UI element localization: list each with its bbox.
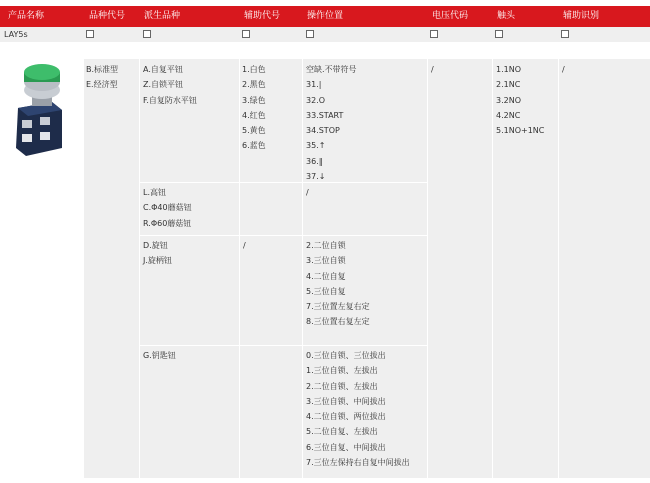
aux-id-value: /	[562, 65, 565, 74]
header-voltage-code: 电压代码	[432, 11, 469, 21]
operation-item: 3.三位自锁、中间拔出	[306, 396, 386, 406]
operation-item: 7.三位置左复右定	[306, 302, 370, 312]
operation-list-3	[306, 238, 370, 330]
header-variety-code: 品种代号	[89, 11, 126, 21]
operation-item: 5.二位自复、左拔出	[306, 427, 378, 437]
operation-item: 31.|	[306, 80, 322, 90]
voltage-checkbox[interactable]	[430, 30, 438, 38]
derived-list-2	[143, 185, 192, 231]
variety-code-list	[86, 62, 118, 93]
contacts-list	[496, 62, 544, 138]
variety-checkbox[interactable]	[86, 30, 94, 38]
variety-code-item: B.标准型	[86, 65, 119, 74]
aux-code-item: 6.蓝色	[242, 141, 266, 151]
operation-list-1	[306, 62, 357, 184]
derived-item: Z.自锁平钮	[143, 80, 184, 90]
operation-item: 6.三位自复、中间拔出	[306, 442, 386, 452]
contact-item: 3.2NO	[496, 95, 522, 105]
aux-code-item: 2.黑色	[242, 80, 266, 90]
operation-item: 2.二位自锁、左拔出	[306, 381, 378, 391]
model-row	[0, 27, 650, 42]
derived-item: L.高钮	[143, 188, 166, 197]
aux-code-item: 4.红色	[242, 110, 266, 120]
operation-item: 2.二位自锁	[306, 241, 346, 250]
operation-item: 37.↓	[306, 172, 326, 182]
operation-item: 36.‖	[306, 156, 323, 166]
operation-item: 4.二位自锁、两位拔出	[306, 412, 386, 422]
aux-code-checkbox[interactable]	[242, 30, 250, 38]
derived-item: C.Φ40蘑菇钮	[143, 203, 192, 213]
header-aux-identification: 辅助识别	[563, 11, 600, 21]
variety-code-item: E.经济型	[86, 80, 118, 90]
derived-item: F.自复防水平钮	[143, 95, 197, 105]
product-image	[8, 62, 68, 160]
aux-code-item: /	[243, 241, 246, 250]
contact-item: 5.1NO+1NC	[496, 126, 545, 136]
aux-code-list-1	[242, 62, 266, 154]
contact-item: 1.1NO	[496, 65, 522, 74]
aux-code-item: 5.黄色	[242, 126, 266, 136]
operation-item: 0.三位自锁、三位拔出	[306, 351, 386, 360]
operation-checkbox[interactable]	[306, 30, 314, 38]
header-derived-variety: 派生品种	[144, 11, 181, 21]
derived-item: J.旋柄钮	[143, 256, 172, 266]
aux-code-item: 3.绿色	[242, 95, 266, 105]
voltage-value: /	[431, 65, 434, 74]
model-name: LAY5s	[4, 30, 28, 39]
header-product-name: 产品名称	[8, 11, 45, 21]
contact-item: 4.2NC	[496, 110, 521, 120]
operation-item: 34.STOP	[306, 126, 340, 136]
header-contacts: 触头	[497, 11, 516, 21]
derived-checkbox[interactable]	[143, 30, 151, 38]
operation-item: 3.三位自锁	[306, 256, 346, 266]
operation-item: 7.三位左保持右自复中间拔出	[306, 458, 410, 468]
operation-item: 32.O	[306, 95, 326, 105]
operation-item: 4.二位自复	[306, 271, 346, 281]
operation-item: 5.三位自复	[306, 286, 346, 296]
derived-list-3	[143, 238, 172, 269]
header-aux-code: 辅助代号	[244, 11, 281, 21]
derived-item: A.自复平钮	[143, 65, 183, 74]
operation-item: 8.三位置右复左定	[306, 317, 370, 327]
operation-item: 空缺.不带符号	[306, 65, 357, 74]
derived-list-1	[143, 62, 197, 108]
operation-list-4	[306, 348, 410, 470]
operation-item: /	[306, 188, 309, 197]
contacts-checkbox[interactable]	[495, 30, 503, 38]
header-operation-position: 操作位置	[307, 11, 344, 21]
derived-item: G.钥匙钮	[143, 351, 176, 360]
derived-item: D.旋钮	[143, 241, 168, 250]
operation-item: 1.三位自锁、左拔出	[306, 366, 378, 376]
aux-code-item: 1.白色	[242, 65, 266, 74]
aux-id-checkbox[interactable]	[561, 30, 569, 38]
operation-item: 35.↑	[306, 141, 326, 151]
contact-item: 2.1NC	[496, 80, 521, 90]
operation-item: 33.START	[306, 110, 344, 120]
derived-item: R.Φ60蘑菇钮	[143, 218, 192, 228]
